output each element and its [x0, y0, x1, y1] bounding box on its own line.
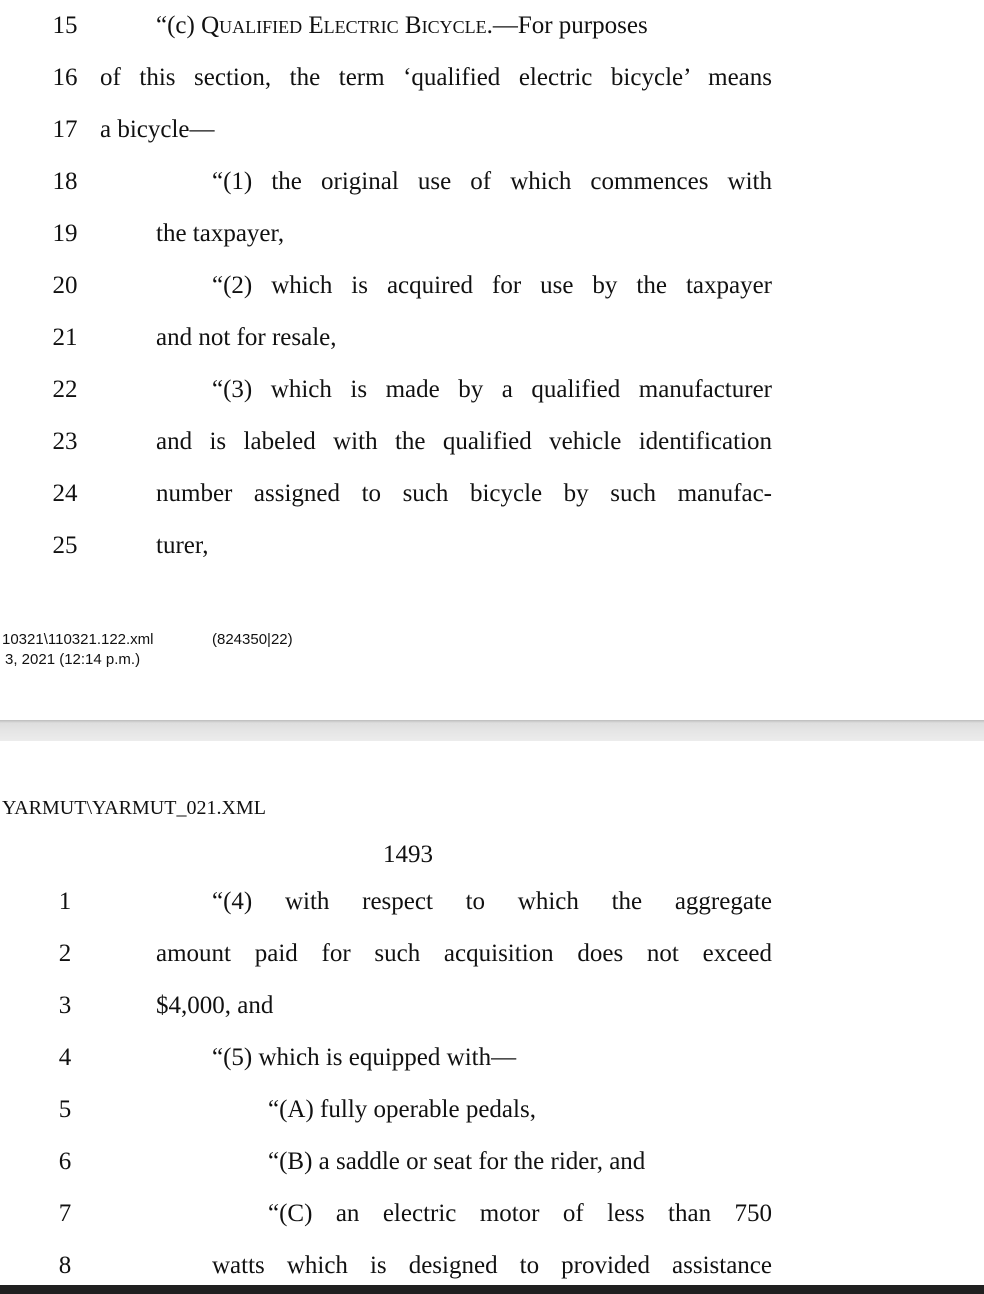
line-number: 15: [52, 12, 78, 39]
line-text: [156, 0, 648, 52]
text-line: [0, 1032, 984, 1084]
line-text: “(1) the original use of which commences with: [212, 168, 772, 195]
text-line: [0, 364, 984, 416]
line-number: 1: [58, 888, 72, 915]
text-line: [0, 208, 984, 260]
line-text: “(C) an electric motor of less than 750: [268, 1200, 772, 1227]
line-number: 19: [52, 220, 78, 247]
line-number: 17: [52, 116, 78, 143]
line-text: “(4) with respect to which the aggregate: [212, 888, 772, 915]
line-number: 25: [52, 532, 78, 559]
line-number: 2: [58, 940, 72, 967]
line-text: a bicycle—: [100, 116, 215, 143]
line-text: of this section, the term ‘qualified electric bicycle’ means: [100, 64, 772, 91]
line-text: watts which is designed to provided assistance: [212, 1252, 772, 1279]
subsection-rest: —For purposes: [492, 12, 648, 39]
text-line: [0, 156, 984, 208]
line-number: 6: [58, 1148, 72, 1175]
line-number: 24: [52, 480, 78, 507]
text-line: [0, 104, 984, 156]
line-text: amount paid for such acquisition does not exceed: [156, 940, 772, 967]
text-line: [0, 260, 984, 312]
text-line: [0, 0, 984, 52]
line-text: “(A) fully operable pedals,: [268, 1096, 536, 1123]
line-text: “(2) which is acquired for use by the taxpayer: [212, 272, 772, 299]
text-line: [0, 312, 984, 364]
text-line: [0, 980, 984, 1032]
page-header-file: YARMUT\YARMUT_021.XML: [2, 797, 266, 819]
text-line: [0, 1084, 984, 1136]
text-line: [0, 520, 984, 572]
line-number: 20: [52, 272, 78, 299]
line-text: “(3) which is made by a qualified manufacturer: [212, 376, 772, 403]
footer-date: 3, 2021 (12:14 p.m.): [5, 651, 141, 668]
line-number: 5: [58, 1096, 72, 1123]
text-line: [0, 52, 984, 104]
text-line: [0, 416, 984, 468]
page-number: 1493: [383, 841, 433, 868]
subsection-open: “(c): [156, 12, 202, 39]
line-text: and not for resale,: [156, 324, 337, 351]
line-text: “(5) which is equipped with—: [212, 1044, 517, 1071]
line-number: 7: [58, 1200, 72, 1227]
line-number: 18: [52, 168, 78, 195]
next-content-edge: [0, 1285, 984, 1294]
line-text: number assigned to such bicycle by such manufac-: [156, 480, 772, 507]
subsection-heading: Qualified Electric Bicycle.: [201, 12, 493, 39]
line-number: 22: [52, 376, 78, 403]
line-text: the taxpayer,: [156, 220, 285, 247]
text-line: [0, 1136, 984, 1188]
footer-doc-id: (824350|22): [212, 631, 293, 648]
line-text: $4,000, and: [156, 992, 274, 1019]
line-text: and is labeled with the qualified vehicle identification: [156, 428, 772, 455]
line-number: 4: [58, 1044, 72, 1071]
text-line: [0, 876, 984, 928]
line-text: “(B) a saddle or seat for the rider, and: [268, 1148, 646, 1175]
text-line: [0, 928, 984, 980]
text-line: [0, 1188, 984, 1240]
line-number: 23: [52, 428, 78, 455]
line-text: turer,: [156, 532, 209, 559]
line-number: 3: [58, 992, 72, 1019]
line-number: 8: [58, 1252, 72, 1279]
document-page-bottom: [0, 741, 984, 1294]
footer-file-path: 10321\110321.122.xml: [2, 631, 154, 648]
line-number: 21: [52, 324, 78, 351]
page-separator: [0, 720, 984, 741]
text-line: [0, 468, 984, 520]
line-number: 16: [52, 64, 78, 91]
